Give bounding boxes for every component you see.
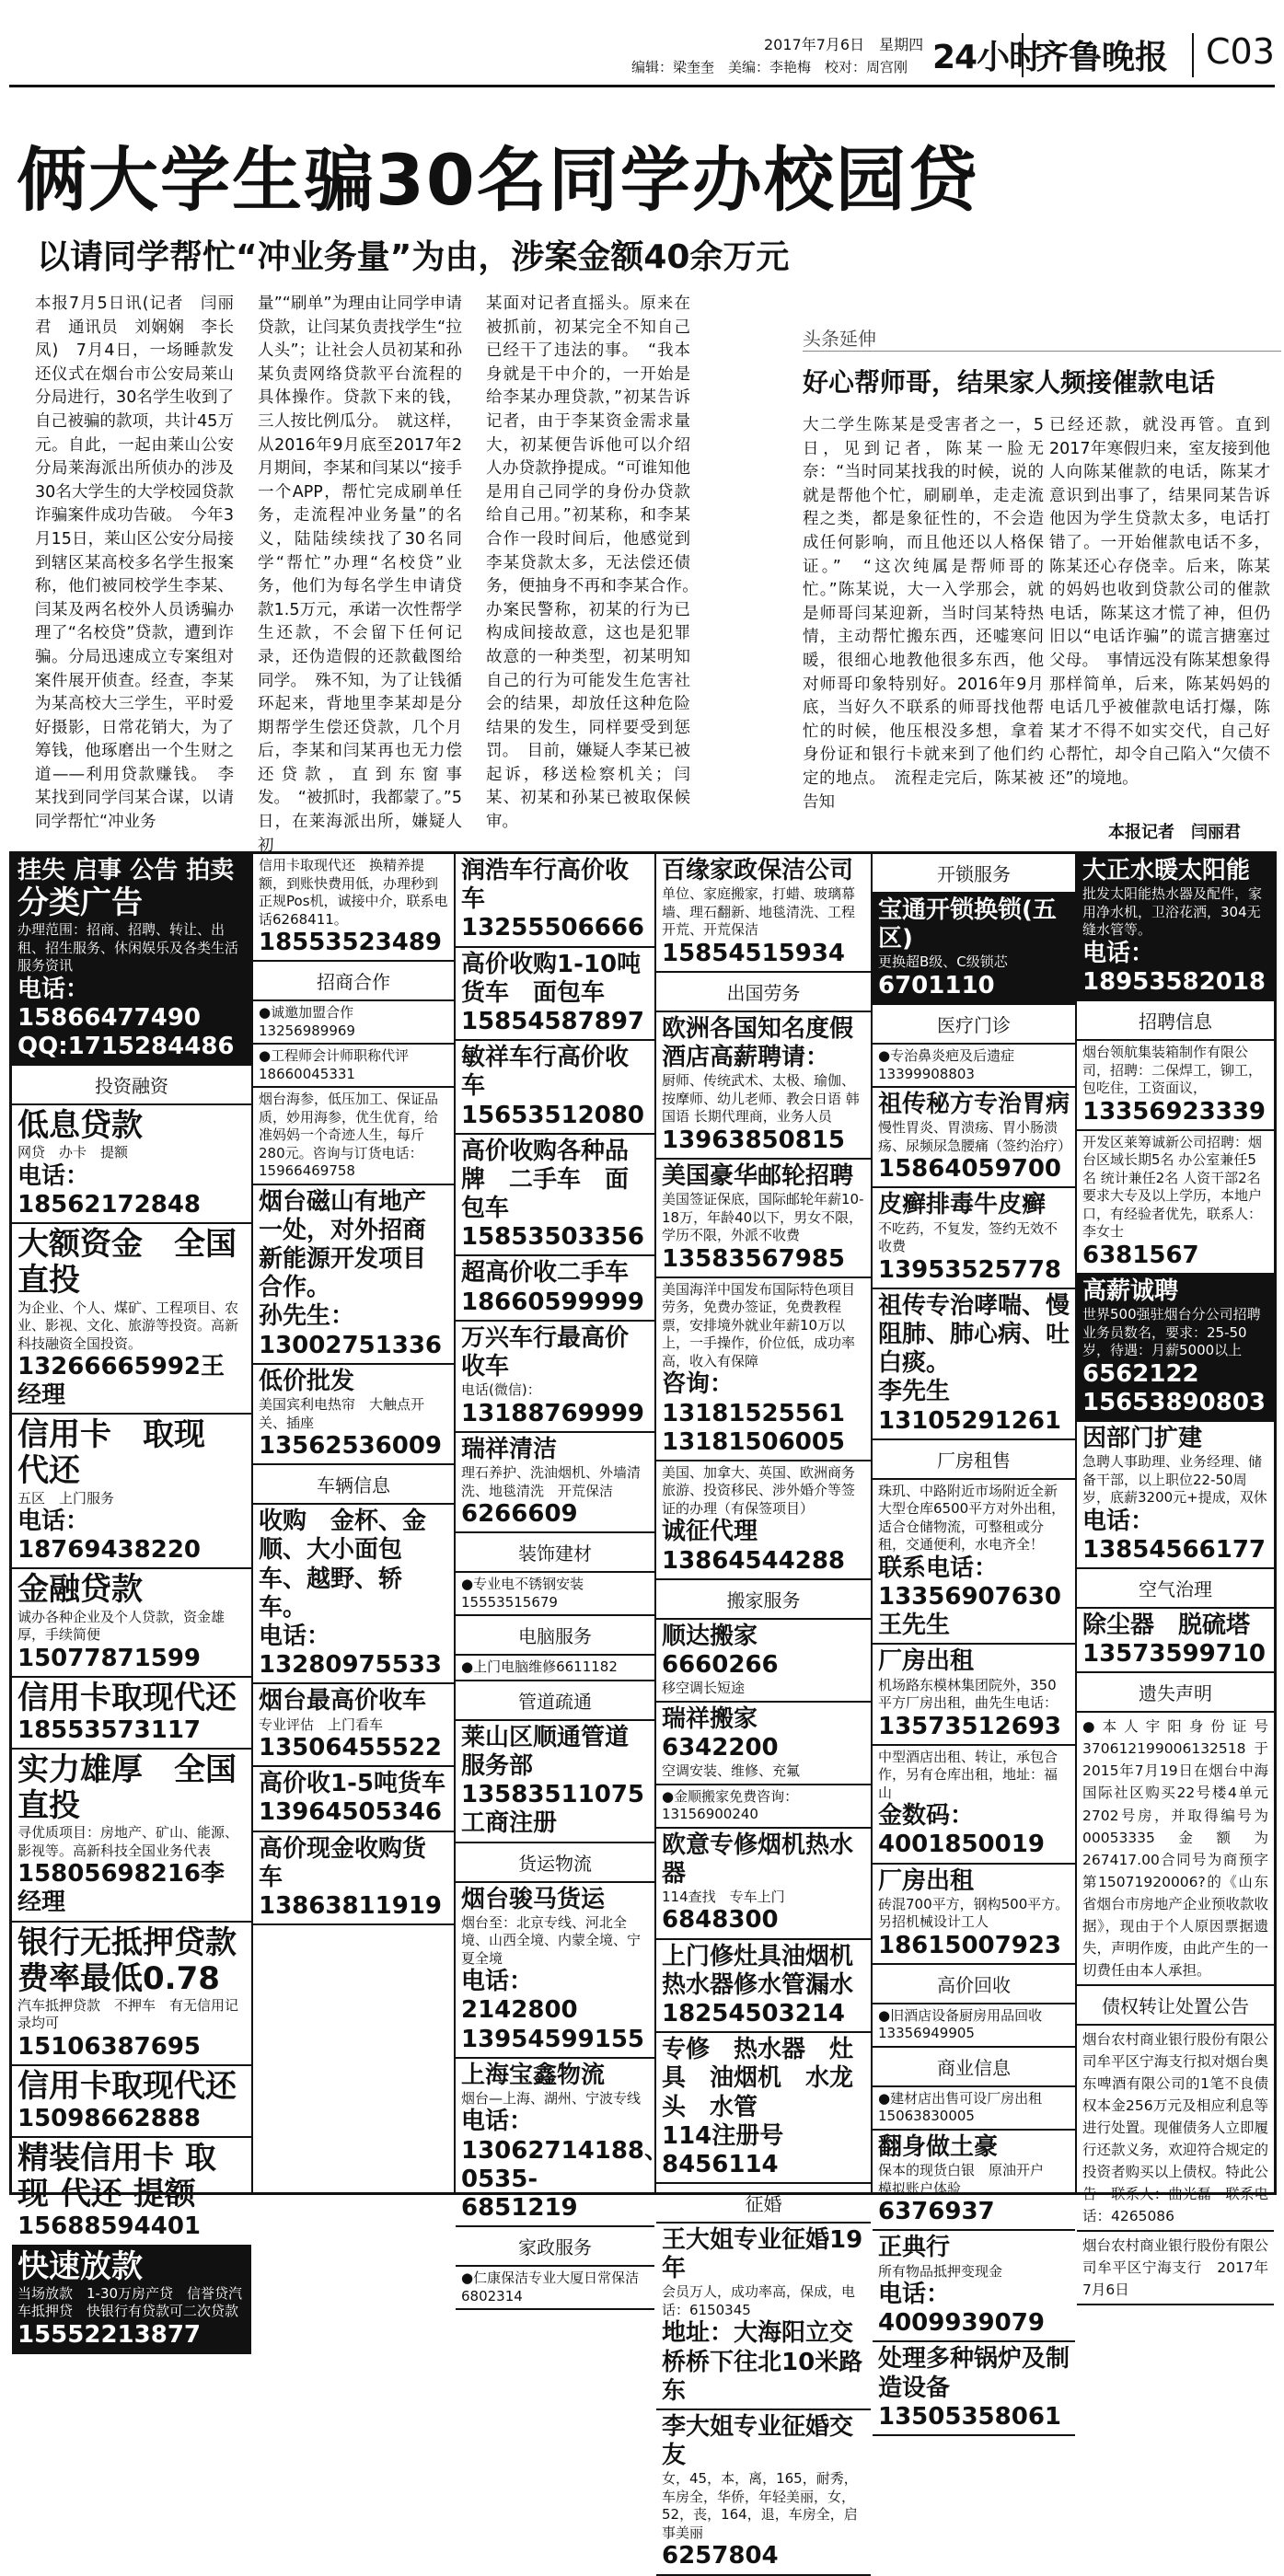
classified-ad bbox=[873, 1865, 1075, 1965]
ad-body: 网贷 办卡 提额 bbox=[17, 1144, 129, 1161]
ad-headline: 高价收购各种品牌 二手车 面包车 bbox=[461, 1137, 630, 1223]
ad-column-3 bbox=[456, 854, 668, 2305]
ad-category-heading: 债权转让处置公告 bbox=[1077, 1986, 1274, 2026]
ad-phone: 13963850815 bbox=[662, 1126, 845, 1154]
classified-ad bbox=[456, 1256, 654, 1321]
classified-ad bbox=[1077, 1609, 1274, 1673]
ad-headline: 专修 热水器 灶具 油烟机 水龙头 水管 bbox=[662, 2036, 854, 2121]
ad-headline: 实力雄厚 全国直投 bbox=[17, 1751, 237, 1825]
classified-ad bbox=[12, 1923, 268, 2066]
ad-body: 砖混700平方，钢构500平方。另招机械设计工人 bbox=[878, 1895, 1070, 1931]
ad-notice: ●本人宇阳身份证号370612199006132518于2015年7月19日在烟台中海国际社区购买22号楼4单元2702号房，并取得编号为00053335金额为267417.00合同号为商预字第15071920006?的《山东省烟台市房地产企业预收款收据》，现由于个人原因票据遗失，声明作废，由此产生的一切费任由本人承担。 bbox=[1082, 1718, 1268, 1979]
sidebar-column-2: 已经还款，就没再管。直到2017年寒假归来，室友接到他人向陈某催款的电话，陈某才意识到出事了，结果同某告诉他因为学生贷款太多，电话打错了。一开始催款电话不多，陈某还心存侥幸。后来，陈某的妈妈也收到贷款公司的催款电话，陈某这才慌了神，但仍旧以“电话诈骗”的谎言搪塞过父母。 事情远没有陈某想象得那样简单，后来，陈某妈妈的电话几乎被催款电话打爆，陈某才不得不如实交代，自己好心帮忙，却令自己陷入“欠债不还”的境地。 bbox=[1049, 416, 1270, 788]
ad-phone: 诚征代理 13864544288 bbox=[662, 1518, 845, 1575]
ad-body: 烟台至：北京专线、河北全境、山西全境、内蒙全境、宁夏全境 bbox=[461, 1913, 642, 1967]
ad-phone: 联系电话：13356907630 王先生 bbox=[878, 1554, 1086, 1640]
classified-ads bbox=[9, 851, 1277, 2570]
ad-body: 电话(微信)： bbox=[461, 1381, 541, 1399]
ad-body: ●金顺搬家免费咨询：13156900240 bbox=[662, 1787, 799, 1822]
ad-body: 烟台领航集装箱制作有限公司，招聘：二保焊工，铆工，包吃住，工资面议， bbox=[1082, 1044, 1263, 1097]
ad-phone: 13583511075 工商注册 bbox=[461, 1781, 644, 1838]
ad-body: 美国签证保底，国际邮轮年薪10-18万，年龄40以下，男女不限，学历不限，外派不收费 bbox=[662, 1191, 864, 1244]
classified-ad bbox=[873, 894, 1075, 1005]
ad-column-6 bbox=[1077, 854, 1274, 2298]
ad-headline: 烟台磁山有地产一处，对外招商新能源开发项目合作。 bbox=[259, 1187, 427, 1302]
classified-ad bbox=[456, 1433, 654, 1533]
ad-headline: 信用卡取现代还 bbox=[17, 2067, 237, 2105]
classified-ad bbox=[456, 2267, 654, 2310]
classified-ad bbox=[253, 1045, 454, 1088]
ad-category-heading: 厂房租售 bbox=[873, 1440, 1075, 1480]
ad-phone: 15653512080 bbox=[461, 1101, 644, 1129]
ad-notice: 烟台农村商业银行股份有限公司牟平区宁海支行拟对烟台奥东啤酒有限公司的1笔不良债权本金256万元及相应利息等进行处置。现催债务人立即履行还款义务，欢迎符合规定的投资者购买以上债权。特此公告 联系人：曲光磊 联系电话：4265086 bbox=[1082, 2030, 1268, 2224]
ad-phone: 13573512693 bbox=[878, 1712, 1061, 1740]
ad-body: 移空调长短途 bbox=[662, 1680, 746, 1697]
classified-ad bbox=[12, 1750, 251, 1923]
ad-phone: 114注册号8456114 bbox=[662, 2121, 784, 2178]
ad-body: ●仁康保洁专业大厦日常保洁6802314 bbox=[461, 2270, 640, 2305]
ad-phone: 电话：2142800 13954599155 bbox=[461, 1968, 644, 2053]
ad-headline: 美国豪华邮轮招聘 bbox=[662, 1161, 854, 1190]
ad-headline: 高价现金收购货车 bbox=[259, 1834, 427, 1891]
ad-headline: 因部门扩建 bbox=[1082, 1425, 1203, 1452]
ad-category-heading: 车辆信息 bbox=[253, 1465, 454, 1505]
ad-headline: 宝通开锁换锁(五区) bbox=[878, 896, 1057, 953]
ad-body: 机场路东模林集团院外，350平方厂房出租，曲先生电话： bbox=[878, 1676, 1058, 1711]
ad-phone: 15853503356 bbox=[461, 1223, 644, 1252]
ad-phone: 电话：4009939079 bbox=[878, 2281, 1045, 2338]
editor-credits: 编辑：梁奎奎 美编：李艳梅 校对：周宫刚 bbox=[631, 59, 908, 75]
ad-headline: 超高价收二手车 bbox=[461, 1259, 630, 1288]
classified-ad bbox=[1077, 2232, 1274, 2305]
classified-ad bbox=[253, 1684, 454, 1767]
classified-ad bbox=[456, 1656, 654, 1681]
ad-body: 单位、家庭搬家，打蜡、玻璃幕墙、理石翻新、地毯清洗、工程开荒、开荒保洁 bbox=[662, 885, 856, 939]
ad-headline: 李大姐专业征婚交友 bbox=[662, 2413, 854, 2470]
ad-phone: 李先生 13105291261 bbox=[878, 1378, 1061, 1435]
page-number: C03 bbox=[1206, 31, 1275, 72]
ad-phone: 15688594401 bbox=[17, 2212, 201, 2241]
classified-ad bbox=[656, 1160, 871, 1278]
ad-phone: 13506455522 bbox=[259, 1734, 442, 1762]
classified-ad bbox=[456, 1573, 654, 1616]
classified-ad bbox=[12, 854, 251, 1066]
classified-ad bbox=[656, 1703, 871, 1785]
ad-phone: 6381567 bbox=[1082, 1241, 1199, 1269]
ad-body: 慢性胃炎、胃溃疡、胃小肠溃疡、尿频尿急腰痛（签约治疗） bbox=[878, 1119, 1072, 1154]
sidebar-title: 好心帮师哥，结果家人频接催款电话 bbox=[803, 367, 1216, 398]
ad-body: 烟台海参，低压加工、保证品质，妙用海参，优生优育，给准妈妈一个奇迹人生，每斤280元。咨询与订货电话：15966469758 bbox=[259, 1091, 439, 1180]
ad-phone: 电话：18562172848 bbox=[17, 1161, 201, 1219]
ad-headline: 皮癣排毒牛皮癣 bbox=[878, 1191, 1047, 1219]
ad-phone: 电话：13062714188、0535-6851219 bbox=[461, 2108, 668, 2222]
ad-body: 女，45，本，离，165，耐秀，车房全，华侨，年轻美丽，女，52，丧，164，退，车房全，启事美丽 bbox=[662, 2470, 858, 2541]
article-column-3: 某面对记者直摇头。原来在被抓前，初某完全不知自己已经干了违法的事。 “我本身就是干中介的，一开始是给李某办理贷款，”初某告诉记者，由于李某资金需求量大，初某便告诉他可以介绍人办贷款挣提成。“可谁知他是用自己同学的身份办贷款给自己用。”初某称，和李某合作一段时间后，他感觉到李某贷款太多，无法偿还债务，便抽身不再和李某合作。 办案民警称，初某的行为已构成间接故意，这也是犯罪故意的一种类型，初某明知自己的行为可能发生危害社会的结果，却放任这种危险结果的发生，同样要受到惩罚。 目前，嫌疑人李某已被起诉，移送检察机关；闫某、初某和孙某已被取保候审。 bbox=[486, 295, 707, 832]
classified-ad bbox=[1077, 1131, 1274, 1275]
issue-date: 2017年7月6日 星期四 bbox=[764, 36, 924, 53]
ad-headline: 烟台最高价收车 bbox=[259, 1687, 427, 1715]
ad-phone: 13188769999 bbox=[461, 1399, 644, 1427]
ad-phone: 6257804 bbox=[662, 2542, 779, 2570]
classified-ad bbox=[656, 1278, 871, 1461]
ad-body: 美国、加拿大、英国、欧洲商务旅游、投资移民、涉外婚介等签证的办理（有保签项目） bbox=[662, 1463, 856, 1517]
classified-ad bbox=[253, 1001, 454, 1045]
classified-ad bbox=[456, 2059, 668, 2227]
ad-category-heading: 征婚 bbox=[656, 2184, 871, 2224]
ad-headline: 高价收购1-10吨货车 面包车 bbox=[461, 950, 642, 1007]
ad-body: 所有物品抵押变现金 bbox=[878, 2262, 1003, 2280]
ad-category-heading: 电脑服务 bbox=[456, 1616, 654, 1656]
classified-ad bbox=[873, 1088, 1075, 1188]
ad-phone: 15864059700 bbox=[878, 1155, 1061, 1184]
ad-phone: 15854515934 bbox=[662, 939, 845, 967]
ad-headline: 润浩车行高价收车 bbox=[461, 857, 630, 914]
ad-phone: 金数码：4001850019 bbox=[878, 1802, 1045, 1859]
ad-phone: 孙先生：13002751336 bbox=[259, 1302, 442, 1359]
ad-body: 世界500强驻烟台分公司招聘业务员数名，要求：25-50岁，待遇：月薪5000以上 bbox=[1082, 1306, 1261, 1359]
ad-phone: 6701110 bbox=[878, 971, 995, 999]
classified-ad bbox=[253, 1088, 454, 1185]
classified-ad bbox=[873, 1188, 1075, 1288]
ad-body: 寻优质项目：房地产、矿山、能源、影视等。高新科技全国业务代表 bbox=[17, 1824, 239, 1859]
ad-body: 厨师、传统武术、太极、瑜伽、按摩师、幼儿老师、教会日语 韩国语 长期代理商，业务人员 bbox=[662, 1072, 860, 1126]
classified-ad bbox=[656, 1461, 871, 1580]
ad-headline: 祖传秘方专治胃病 bbox=[878, 1091, 1070, 1119]
ad-headline: 正典行 bbox=[878, 2234, 951, 2262]
ad-headline: 收购 金杯、金顺、大小面包车、越野、轿车。 bbox=[259, 1507, 427, 1622]
ad-subtitle: 分类广告 bbox=[17, 884, 143, 922]
ad-headline: 除尘器 脱硫塔 bbox=[1082, 1611, 1251, 1640]
ad-category-heading: 出国劳务 bbox=[656, 973, 871, 1012]
classified-ad bbox=[1077, 2026, 1274, 2232]
ad-headline: 欧意专修烟机热水器 bbox=[662, 1831, 854, 1888]
ad-body: 保本的现货白银 原油开户 模拟账户体验 bbox=[878, 2162, 1058, 2197]
ad-headline: 金融贷款 bbox=[17, 1571, 143, 1609]
classified-ad bbox=[253, 1832, 454, 1926]
classified-ad bbox=[1077, 854, 1274, 1001]
ad-body: 理石养护、洗油烟机、外墙清洗、地毯清洗 开荒保洁 bbox=[461, 1464, 642, 1499]
ad-phone: 13356923339 bbox=[1082, 1097, 1266, 1126]
ad-category-heading: 遗失声明 bbox=[1077, 1673, 1274, 1713]
ad-phone: 18553573117 bbox=[17, 1715, 201, 1744]
ad-headline: 大正水暖太阳能 bbox=[1082, 857, 1251, 884]
classified-ad bbox=[253, 1767, 454, 1831]
classified-ad bbox=[873, 1289, 1075, 1440]
byline: 本报记者 闫丽君 bbox=[1108, 823, 1241, 842]
header-rule bbox=[9, 85, 1275, 87]
ad-phone: 13863811919 bbox=[259, 1891, 442, 1920]
ad-body: 美国宾利电热帘 大触点开关、插座 bbox=[259, 1396, 425, 1431]
ad-headline: 快速放款 bbox=[17, 2247, 143, 2285]
classified-ad bbox=[456, 1322, 654, 1433]
ad-body: 更换超B级、C级锁芯 bbox=[878, 953, 1008, 971]
ad-headline: 祖传专治哮喘、慢阻肺、肺心病、吐白痰。 bbox=[878, 1291, 1070, 1378]
ad-headline: 上海宝鑫物流 bbox=[461, 2061, 606, 2089]
ad-phone: 13583567985 bbox=[662, 1244, 845, 1273]
classified-ad bbox=[12, 2066, 251, 2138]
ad-phone: 15077871599 bbox=[17, 1644, 201, 1672]
ad-headline: 低息贷款 bbox=[17, 1107, 143, 1145]
ad-headline: 处理多种锅炉及制造设备 bbox=[878, 2345, 1070, 2402]
ad-body: 急聘人事助理、业务经理、储备干部，以上职位22-50周岁，底薪3200元+提成，双休 bbox=[1082, 1453, 1267, 1507]
ad-phone: 13505358061 bbox=[878, 2402, 1061, 2431]
ad-column-2 bbox=[253, 854, 456, 2192]
ad-headline: 瑞祥搬家 6342200 bbox=[662, 1704, 779, 1762]
ad-headline: 厂房出租 bbox=[878, 1866, 975, 1895]
classified-ad bbox=[456, 854, 654, 948]
ad-body: ●诚邀加盟合作 13256989969 bbox=[259, 1004, 355, 1039]
classified-ad bbox=[1077, 1713, 1274, 1985]
ad-body: ●工程师会计师职称代评18660045331 bbox=[259, 1047, 410, 1082]
ad-phone: 电话：18953582018 bbox=[1082, 939, 1266, 996]
ad-body: ●建材店出售可设厂房出租15063830005 bbox=[878, 2089, 1043, 2125]
headline: 俩大学生骗30名同学办校园贷 bbox=[17, 139, 979, 221]
ad-phone: 15854587897 bbox=[461, 1007, 644, 1035]
classified-ad bbox=[656, 1012, 871, 1160]
ad-headline: 厂房出租 bbox=[878, 1647, 975, 1676]
classified-ad bbox=[656, 1940, 878, 2034]
ad-title: 挂失 启事 公告 拍卖 bbox=[17, 857, 235, 884]
ad-phone: 电话：18769438220 bbox=[17, 1507, 201, 1565]
sidebar-label: 头条延伸 bbox=[803, 324, 1281, 352]
classified-ad bbox=[1077, 1422, 1274, 1569]
classified-ad bbox=[1077, 1275, 1274, 1422]
classified-ad bbox=[12, 2247, 251, 2354]
ad-body: ●专治鼻炎疤及后遗症13399908803 bbox=[878, 1047, 1015, 1082]
ad-phone: 18254503214 bbox=[662, 1999, 845, 2027]
classified-ad bbox=[12, 1678, 251, 1750]
divider bbox=[1192, 33, 1194, 77]
ad-headline: 上门修灶具油烟机 热水器修水管漏水 bbox=[662, 1942, 878, 1999]
ad-phone: 18660599999 bbox=[461, 1288, 644, 1316]
classified-ad bbox=[873, 2087, 1075, 2131]
ad-body: 五区 上门服务 bbox=[17, 1489, 115, 1507]
ad-category-heading: 开锁服务 bbox=[873, 854, 1075, 894]
classified-ad bbox=[253, 854, 454, 962]
ad-category-heading: 搬家服务 bbox=[656, 1580, 871, 1620]
classified-ad bbox=[873, 1746, 1075, 1865]
classified-ad bbox=[656, 2224, 871, 2410]
classified-ad bbox=[873, 1480, 1086, 1646]
ad-headline: 万兴车行最高价收车 bbox=[461, 1323, 630, 1380]
ad-headline: 翻身做土豪 bbox=[878, 2132, 999, 2161]
ad-headline: 高薪诚聘 bbox=[1082, 1276, 1179, 1305]
ad-body: ●专业电不锈钢安装15553515679 bbox=[461, 1576, 584, 1611]
ad-headline: 百缘家政保洁公司 bbox=[662, 857, 854, 884]
ad-category-heading: 高价回收 bbox=[873, 1965, 1075, 2004]
ad-body: 为企业、个人、煤矿、工程项目、农业、影视、文化、旅游等投资。高新科技融资全国投资。 bbox=[17, 1299, 239, 1352]
ad-column-1 bbox=[12, 854, 268, 2349]
ad-phone: 6848300 bbox=[662, 1906, 779, 1935]
classified-ad bbox=[253, 1505, 454, 1684]
ad-headline: 瑞祥清洁 bbox=[461, 1435, 558, 1463]
ad-column-5 bbox=[873, 854, 1086, 2431]
ad-headline: 莱山区顺通管道服务部 bbox=[461, 1723, 630, 1780]
classified-ad bbox=[253, 1185, 454, 1365]
ad-body: ●旧酒店设备厨房用品回收13356949905 bbox=[878, 2006, 1043, 2042]
ad-phone: 13255506666 bbox=[461, 914, 644, 942]
classified-ad bbox=[253, 1365, 454, 1465]
ad-category-heading: 管道疏通 bbox=[456, 1681, 654, 1721]
ad-body: 烟台—上海、湖州、宁波专线 bbox=[461, 2089, 642, 2107]
ad-body: 114查找 专车上门 bbox=[662, 1888, 785, 1905]
classified-ad bbox=[456, 1721, 654, 1843]
ad-body: 中型酒店出租、转让，承包合作，另有仓库出租，地址：福山 bbox=[878, 1748, 1058, 1801]
page-header bbox=[9, 26, 1275, 90]
ad-notice: 烟台农村商业银行股份有限公司牟平区宁海支行 2017年7月6日 bbox=[1082, 2236, 1268, 2298]
ad-phone: 13573599710 bbox=[1082, 1640, 1266, 1669]
section-name: 24小时 bbox=[932, 39, 1042, 76]
classified-ad bbox=[656, 854, 871, 973]
ad-phone: 15098662888 bbox=[17, 2105, 201, 2133]
ad-body: 美国海洋中国发布国际特色项目劳务，免费办签证，免费教程票，安排境外就业年薪10万以上，一手操作，价位低，成功率高，收入有保障 bbox=[662, 1280, 856, 1369]
classified-ad bbox=[656, 1620, 871, 1703]
ad-category-heading: 招商合作 bbox=[253, 962, 454, 1001]
classified-ad bbox=[656, 2033, 871, 2184]
ad-headline: 信用卡取现代还 bbox=[17, 1679, 237, 1716]
classified-ad bbox=[12, 1415, 251, 1569]
ad-phone: 13266665992王经理 bbox=[17, 1353, 225, 1410]
ad-phone: 15805698216李经理 bbox=[17, 1860, 225, 1917]
ad-phone: 6562122 15653890803 bbox=[1082, 1359, 1266, 1416]
ad-category-heading: 家政服务 bbox=[456, 2227, 654, 2267]
classified-ad bbox=[656, 2410, 871, 2576]
classified-ad bbox=[456, 1883, 654, 2059]
classified-ad bbox=[456, 1041, 654, 1135]
ad-headline: 欧洲各国知名度假酒店高薪聘请： bbox=[662, 1014, 854, 1072]
classified-ad bbox=[873, 2342, 1075, 2436]
ad-body: 信用卡取现代还 换精养提额，到账快费用低，办理秒到正规Pos机，诚接中介，联系电话6268411。 bbox=[259, 857, 448, 928]
ad-category-heading: 投资融资 bbox=[12, 1066, 251, 1105]
ad-body: 空调安装、维修、充氟 bbox=[662, 1762, 801, 1779]
ad-headline: 王大姐专业征婚19年 bbox=[662, 2226, 863, 2283]
ad-body: 专业评估 上门看车 bbox=[259, 1715, 384, 1733]
ad-headline: 信用卡 取现 代还 bbox=[17, 1416, 237, 1490]
classified-ad bbox=[456, 948, 654, 1042]
ad-body: 珠玑、中路附近市场附近全新大型仓库6500平方对外出租，适合仓储物流，可整租或分租，交通便利，水电齐全！ bbox=[878, 1482, 1066, 1554]
ad-body: 批发太阳能热水器及配件，家用净水机，卫浴花洒，304无缝水管等。 bbox=[1082, 885, 1263, 939]
classified-ad bbox=[456, 1135, 654, 1257]
sidebar-column-1: 大二学生陈某是受害者之一，5日，见到记者，陈某一脸无奈：“当时同某找我的时候，说的就是帮他个忙，刷刷单，走走流程之类，都是象征性的，不会造成任何影响，而且他还以人格保证。” “这次纯属是帮师哥的忙。”陈某说，大一入学那会，就是师哥闫某迎新，当时闫某特热情，主动帮忙搬东西，还嘘寒问暖，很细心地教他很多东西，他对师哥印象特别好。2016年9月底，当好久不联系的师哥找他帮忙的时候，他压根没多想，拿着身份证和银行卡就来到了他们约定的地点。 流程走完后，陈某被告知 bbox=[803, 416, 1044, 812]
classified-ad bbox=[873, 1045, 1075, 1088]
classified-ad bbox=[12, 1105, 251, 1224]
ad-phone: 6266609 bbox=[461, 1500, 578, 1529]
ad-headline: 银行无抵押贷款 费率最低0.78 bbox=[17, 1923, 268, 1997]
ad-headline: 低价批发 bbox=[259, 1367, 355, 1395]
divider bbox=[1022, 33, 1024, 77]
ad-phone: 15106387695 bbox=[17, 2032, 201, 2061]
ad-phone: 咨询：13181525561 13181506005 bbox=[662, 1370, 845, 1456]
ad-body: 开发区莱筹诚新公司招聘：烟台区域长期5名 办公室兼任5名 统计兼任2名 人资干部2名 要求大专及以上学历，本地户口，有经验者优先，联系人：李女士 bbox=[1082, 1133, 1263, 1241]
ad-headline: 高价收1-5吨货车 bbox=[259, 1770, 445, 1798]
ad-phone: 13964505346 bbox=[259, 1798, 442, 1827]
ad-category-heading: 商业信息 bbox=[873, 2048, 1075, 2087]
ad-body: 诚办各种企业及个人贷款，资金雄厚，手续简便 bbox=[17, 1608, 226, 1644]
ad-body: 会员万人，成功率高，保成，电话：6150345 bbox=[662, 2283, 856, 2318]
classified-ad bbox=[873, 2004, 1075, 2048]
classified-ad bbox=[656, 1785, 871, 1829]
article-column-1: 本报7月5日讯(记者 闫丽君 通讯员 刘娴娴 李长凤) 7月4日，一场睡款发还仪式在烟台市公安局莱山分局进行，30名学生收到了自己被骗的款项，共计45万元。自此，一起由莱山公安分局莱海派出所侦办的涉及30名大学生的大学校园贷款诈骗案件成功告破。 今年3月15日，莱山区公安分局接到辖区某高校多名学生报案称，他们被同校学生李某、闫某及两名校外人员诱骗办理了“名校贷”贷款，遭到诈骗。分局迅速成立专案组对案件展开侦查。经查，李某为某高校大三学生，平时爱好摄影，日常花销大，为了筹钱，他琢磨出一个生财之道——利用贷款赚钱。 李某找到同学闫某合谋，以请同学帮忙“冲业务 bbox=[35, 295, 234, 832]
ad-category-heading: 空气治理 bbox=[1077, 1569, 1274, 1609]
classified-ad bbox=[12, 2138, 251, 2246]
ad-phone: 地址：大海阳立交桥桥下往北10米路东 bbox=[662, 2319, 863, 2405]
ad-body: 不吃药，不复发，签约无效不收费 bbox=[878, 1219, 1058, 1255]
classified-ad bbox=[1077, 1041, 1274, 1131]
ad-phone: 电话：13854566177 bbox=[1082, 1507, 1266, 1564]
subheadline: 以请同学帮忙“冲业务量”为由，涉案金额40余万元 bbox=[37, 238, 790, 276]
classified-ad bbox=[873, 2131, 1075, 2231]
ad-phone: 15552213877 bbox=[17, 2320, 201, 2349]
classified-ad bbox=[656, 1829, 871, 1940]
ad-category-heading: 医疗门诊 bbox=[873, 1005, 1075, 1045]
ad-headline: 顺达搬家 6660266 bbox=[662, 1622, 779, 1679]
ad-headline: 大额资金 全国直投 bbox=[17, 1226, 237, 1300]
article-column-2: 量”“刷单”为理由让同学申请贷款，让闫某负责找学生“拉人头”；让社会人员初某和孙某负责网络贷款平台流程的具体操作。贷款下来的钱，三人按比例瓜分。 就这样，从2016年9月底至2017年2月期间，李某和闫某以“接手一个APP，帮忙完成刷单任务，走流程冲业务量”的名义，陆陆续续找了30名同学“帮忙”办理“名校贷”业务，他们为每名学生申请贷款1.5万元，承诺一次性帮学生还款，不会留下任何记录，还伪造假的还款截图给同学。 殊不知，为了让钱循环起来，背地里李某却是分期帮学生偿还贷款，几个月后，李某和闫某再也无力偿还贷款，直到东窗事发。 “被抓时，我都蒙了。”5日，在莱海派出所，嫌疑人初 bbox=[258, 295, 462, 855]
ad-headline: 精装信用卡 取现 代还 提额 bbox=[17, 2140, 216, 2213]
ad-phone: 6376937 bbox=[878, 2198, 995, 2226]
classified-ad bbox=[873, 2231, 1075, 2342]
ad-category-heading: 招聘信息 bbox=[1077, 1001, 1274, 1041]
newspaper-logo: 齐鲁晚报 bbox=[1035, 38, 1169, 76]
ad-body: 当场放款 1-30万房产贷 信誉贷汽车抵押贷 快银行有贷款可二次贷款 bbox=[17, 2284, 243, 2320]
classified-ad bbox=[12, 1224, 251, 1415]
ad-body: ●上门电脑维修6611182 bbox=[461, 1658, 618, 1676]
ad-body: 办理范围：招商、招聘、转让、出租、招生服务、休闲娱乐及各类生活服务资讯 bbox=[17, 921, 239, 975]
ad-phone: 18553523489 bbox=[259, 929, 442, 956]
ad-phone: 电话：15866477490 QQ:1715284486 bbox=[17, 975, 235, 1061]
ad-body: 汽车抵押贷款 不押车 有无信用记录均可 bbox=[17, 1996, 239, 2032]
ad-headline: 烟台骏马货运 bbox=[461, 1885, 606, 1913]
ad-phone: 13953525778 bbox=[878, 1255, 1061, 1284]
ad-category-heading: 装饰建材 bbox=[456, 1533, 654, 1573]
ad-phone: 13562536009 bbox=[259, 1432, 442, 1460]
ad-phone: 18615007923 bbox=[878, 1931, 1061, 1959]
classified-ad bbox=[873, 1645, 1075, 1745]
ad-headline: 敏祥车行高价收车 bbox=[461, 1044, 630, 1101]
classified-ad bbox=[12, 1569, 251, 1677]
ad-phone: 电话：13280975533 bbox=[259, 1622, 442, 1680]
ad-column-4 bbox=[656, 854, 878, 2570]
ad-category-heading: 货运物流 bbox=[456, 1843, 654, 1883]
